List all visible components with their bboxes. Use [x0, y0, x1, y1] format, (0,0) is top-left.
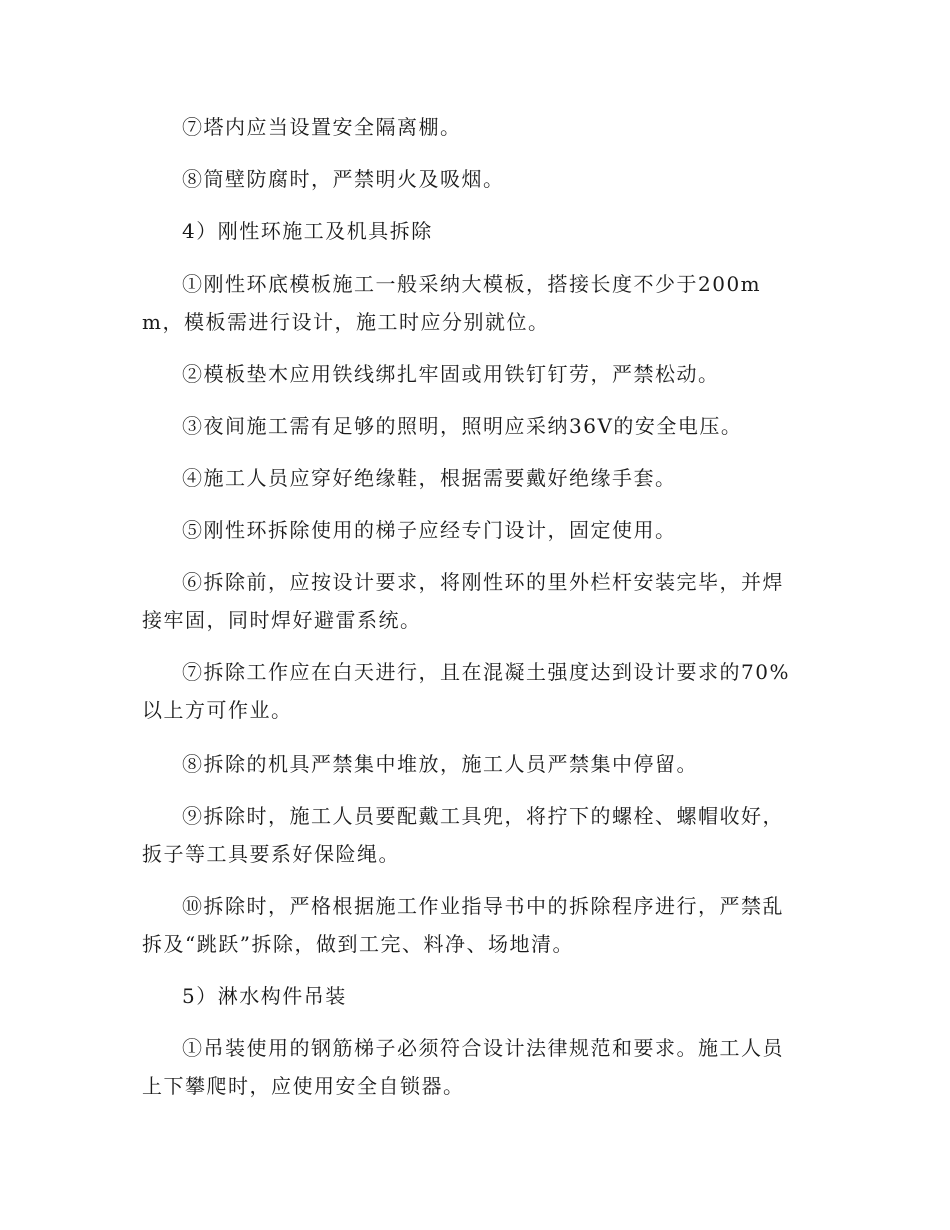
paragraph: ⑤刚性环拆除使用的梯子应经专门设计，固定使用。	[182, 518, 677, 542]
paragraph: ⑦塔内应当设置安全隔离棚。	[182, 115, 462, 139]
section-heading: 4）刚性环施工及机具拆除	[182, 219, 433, 243]
paragraph: ⑨拆除时，施工人员要配戴工具兜，将拧下的螺栓、螺帽收好，扳子等工具要系好保险绳。	[142, 804, 784, 866]
paragraph: ②模板垫木应用铁线绑扎牢固或用铁钉钉劳，严禁松动。	[182, 362, 720, 386]
paragraph: ④施工人员应穿好绝缘鞋，根据需要戴好绝缘手套。	[182, 466, 677, 490]
paragraph: ⑦拆除工作应在白天进行，且在混凝土强度达到设计要求的70%以上方可作业。	[142, 660, 790, 722]
paragraph: ⑧拆除的机具严禁集中堆放，施工人员严禁集中停留。	[182, 752, 698, 776]
document-page	[142, 0, 802, 1230]
paragraph: ③夜间施工需有足够的照明，照明应采纳36V的安全电压。	[182, 414, 743, 438]
paragraph: ①吊装使用的钢筋梯子必须符合设计法律规范和要求。施工人员上下攀爬时，应使用安全自锁器。	[142, 1036, 784, 1098]
paragraph: ⑥拆除前，应按设计要求，将刚性环的里外栏杆安装完毕，并焊接牢固，同时焊好避雷系统。	[142, 570, 784, 632]
section-heading: 5）淋水构件吊装	[182, 984, 347, 1008]
paragraph: ⑧筒壁防腐时，严禁明火及吸烟。	[182, 167, 505, 191]
paragraph: ①刚性环底模板施工一般采纳大模板，搭接长度不少于200mm，模板需进行设计，施工时应分别就位。	[142, 272, 762, 334]
paragraph: ⑩拆除时，严格根据施工作业指导书中的拆除程序进行，严禁乱拆及“跳跃”拆除，做到工完、料净、场地清。	[142, 894, 784, 956]
